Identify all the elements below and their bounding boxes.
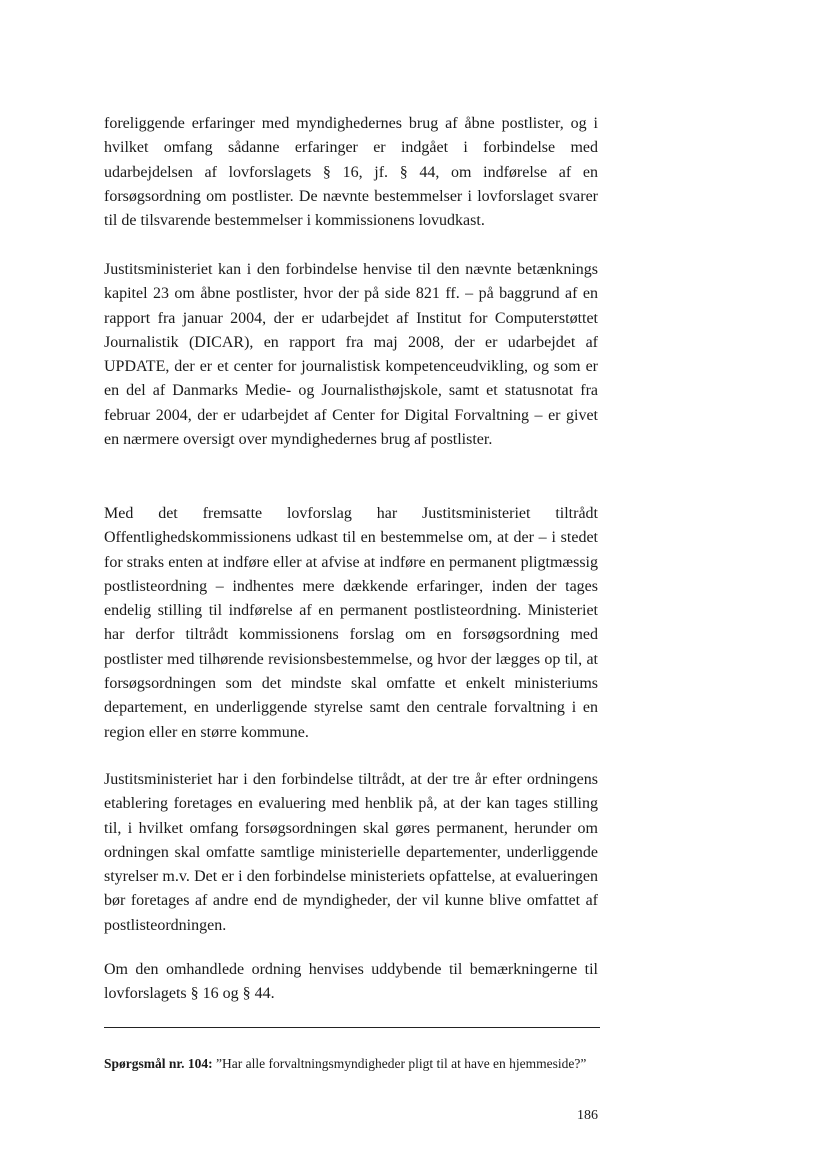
question-label: Spørgsmål nr. 104:: [104, 1056, 213, 1071]
page-number: 186: [577, 1108, 598, 1123]
body-paragraph: [104, 258, 598, 452]
body-paragraph: [104, 958, 598, 1007]
question-footnote: [104, 1054, 598, 1073]
body-paragraph: [104, 112, 598, 233]
paragraph-text: foreliggende erfaringer med myndighedernes brug af åbne postlister, og i hvilket omfang sådanne erfaringer er indgået i forbindelse med udarbejdelsen af lovforslagets § 16, jf. § 44, om indførelse af en forsøgsordning om postlister. De nævnte bestemmelser i lovforslaget svarer til de tilsvarende bestemmelser i kommissionens lovudkast.: [104, 115, 598, 230]
paragraph-text: Med det fremsatte lovforslag har Justitsministeriet tiltrådt Offentlighedskommissionens udkast til en bestemmelse om, at der – i stedet for straks enten at indføre eller at afvise at indføre en permanent pligtmæssig postlisteordning – indhentes mere dækkende erfaringer, inden der tages endelig stilling til indførelse af en permanent postlisteordning. Ministeriet har derfor tiltrådt kommissionens forslag om en forsøgsordning med postlister med tilhørende revisionsbestemmelse, og hvor der lægges op til, at forsøgsordningen som det mindste skal omfatte et enkelt ministeriums departement, en underliggende styrelse samt den centrale forvaltning i en region eller en større kommune.: [104, 505, 598, 741]
paragraph-text: Om den omhandlede ordning henvises uddybende til bemærkningerne til lovforslagets § 16 og § 44.: [104, 961, 598, 1003]
body-paragraph: [104, 768, 598, 938]
paragraph-text: Justitsministeriet kan i den forbindelse henvise til den nævnte betænknings kapitel 23 om åbne postlister, hvor der på side 821 ff. – på baggrund af en rapport fra januar 2004, der er udarbejdet af Institut for Computerstøttet Journalistik (DICAR), en rapport fra maj 2008, der er udarbejdet af UPDATE, der er et center for journalistisk kompetenceudvikling, og som er en del af Danmarks Medie- og Journalisthøjskole, samt et statusnotat fra februar 2004, der er udarbejdet af Center for Digital Forvaltning – er givet en nærmere oversigt over myndighedernes brug af postlister.: [104, 261, 598, 449]
body-paragraph: [104, 502, 598, 745]
paragraph-text: Justitsministeriet har i den forbindelse tiltrådt, at der tre år efter ordningens etablering foretages en evaluering med henblik på, at der kan tages stilling til, i hvilket omfang forsøgsordningen skal gøres permanent, herunder om ordningen skal omfatte samtlige ministerielle departementer, underliggende styrelser m.v. Det er i den forbindelse ministeriets opfattelse, at evalueringen bør foretages af andre end de myndigheder, der vil kunne blive omfattet af postlisteordningen.: [104, 771, 598, 934]
section-divider: [104, 1027, 600, 1028]
question-text: ”Har alle forvaltningsmyndigheder pligt til at have en hjemmeside?”: [212, 1056, 587, 1071]
